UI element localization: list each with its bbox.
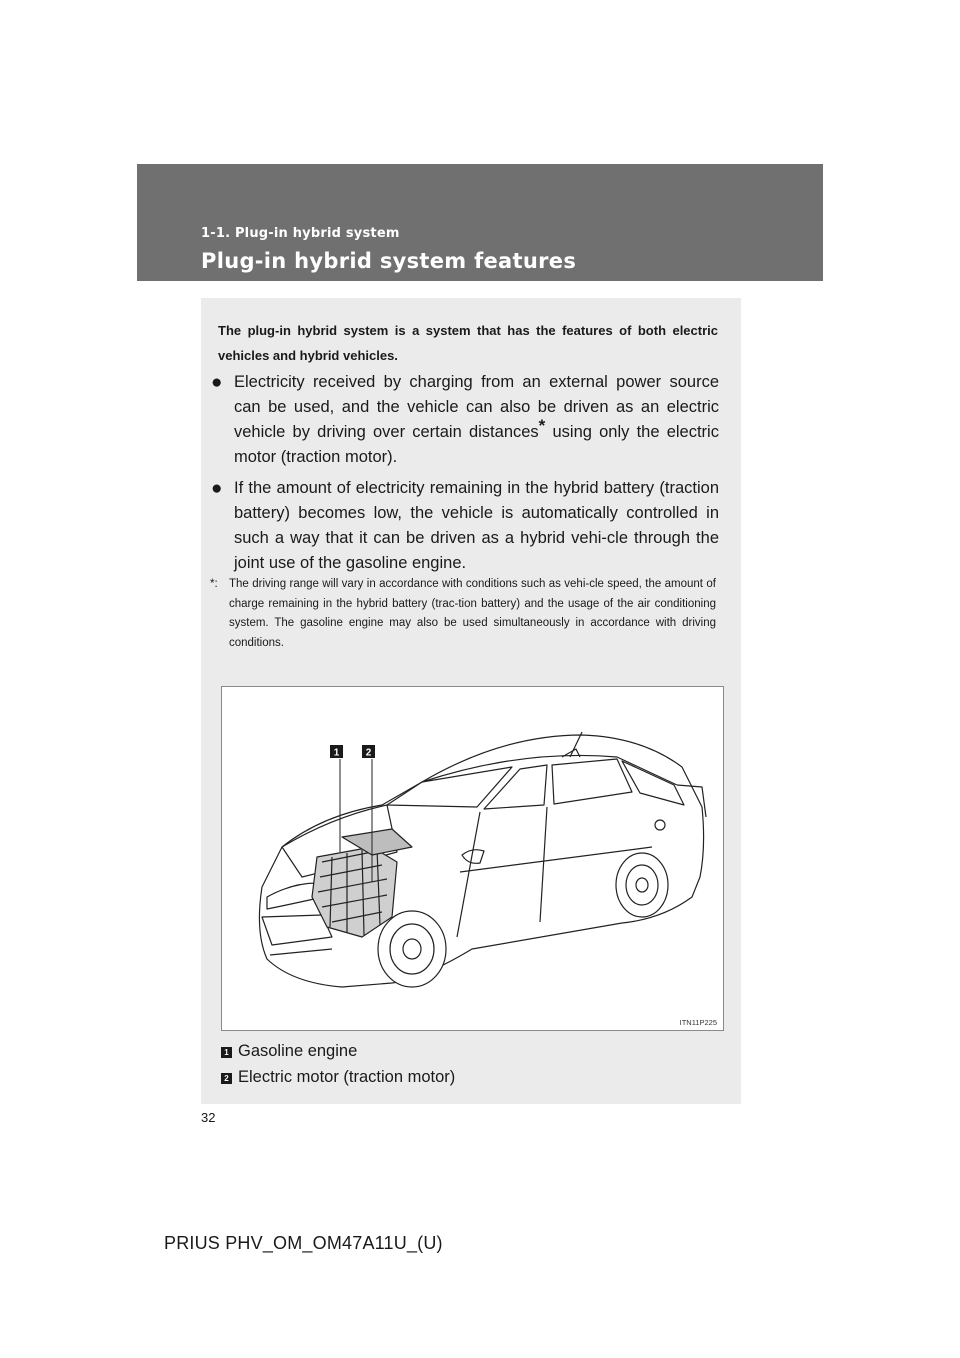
intro-text: The plug-in hybrid system is a system that has the features of both electric vehicles and hybrid vehicles.: [218, 323, 718, 363]
callout-2-label: 2: [365, 747, 372, 759]
bullet-icon: ●: [211, 372, 223, 393]
bullet-text: If the amount of electricity remaining in the hybrid battery (traction battery) becomes low, the vehicle is automatically controlled in such a way that it can be driven as a hybrid vehi-cle through the joint use of the gasoline engine.: [234, 479, 719, 572]
figure-code: ITN11P225: [679, 1018, 717, 1027]
footnote-text: The driving range will vary in accordance with conditions such as vehi-cle speed, the amount of charge remaining in the hybrid battery (trac-tion battery) and the usage of the air conditioning system. The gasoline engine may also be used simultaneously in accordance with driving conditions.: [229, 578, 716, 649]
footnote: [210, 575, 716, 653]
content-panel: [201, 298, 741, 1104]
section-header: [137, 164, 823, 281]
bullet-item: [211, 370, 719, 470]
page-title: Plug-in hybrid system features: [201, 249, 577, 273]
legend-number: 2: [221, 1073, 232, 1084]
legend-number: 1: [221, 1047, 232, 1058]
section-label: 1-1. Plug-in hybrid system: [201, 226, 400, 241]
legend-label: Gasoline engine: [238, 1042, 358, 1060]
bullet-text: Electricity received by charging from an external power source can be used, and the vehicle can also be driven as an electric vehicle by driving over certain distances* using only the electric motor (traction motor).: [234, 373, 719, 466]
footnote-star: *: [538, 416, 546, 435]
footnote-mark: *:: [210, 578, 218, 590]
callout-1-label: 1: [333, 747, 340, 759]
legend-item: [221, 1040, 357, 1062]
bullet-icon: ●: [211, 478, 223, 499]
car-drawing: [222, 687, 723, 1030]
bullet-item: [211, 476, 719, 576]
legend-label: Electric motor (traction motor): [238, 1068, 456, 1086]
legend-item: [221, 1066, 455, 1088]
car-illustration: [221, 686, 724, 1031]
page-number: 32: [201, 1110, 216, 1125]
document-footer: PRIUS PHV_OM_OM47A11U_(U): [164, 1233, 443, 1253]
